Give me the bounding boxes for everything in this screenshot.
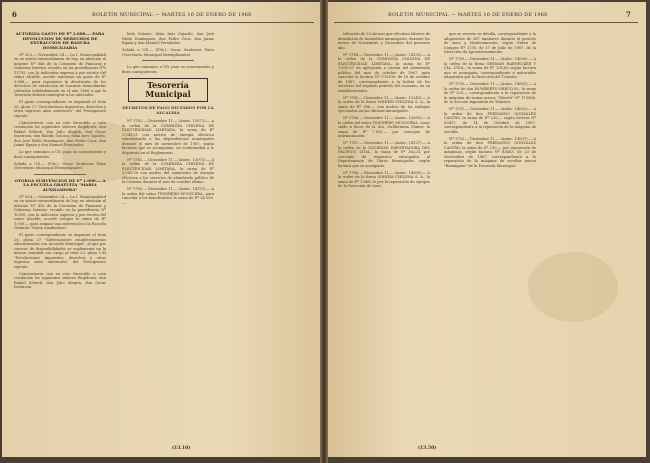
paragraph: que se reverse se detalla, correspondiente a la adquisición de 287 tambores durante el período de Aseo y Mantenimiento, según Orden de Compra Nº 3735, de 17 de Julio de 1967, de la Dirección de Aprovisionamiento. bbox=[444, 32, 536, 54]
paragraph: El gasto correspondiente se imputará al Item 26, glosa 27 "Subvenciones establecimientos educacionales con Acuerdo Municipal", al que por carecer de disponibilidades se suplementa en la misma cantidad con cargo al Item 23, glosa 1-d) "Devoluciones Impuestos, derechos y otros ingresos años anteriores" del Presupuesto vigente. bbox=[14, 233, 106, 269]
paragraph: Nº 824.— Noviembre 24.— La I. Municipalidad en su sesión extraordinaria de hoy, en atención al informe Nº 455 de la Comisión de Finanzas y Gobierno Interior, recaído en la providencia Nº 10590, con la indicativa expresa y por escrito del señor Alcalde, acordó otorgar la suma de Eº 1.000.— para asignar una subvención a la Escuela Gratuita "María Auxiliadora". bbox=[14, 194, 106, 230]
paragraph: Lo que comunico a UD. para su conocimiento y fines consiguientes. bbox=[122, 65, 214, 74]
paragraph: Concurrieron con su voto favorable a esta resolución los siguientes señores Regidores: don Rafael Sebeck, don Julio Alegría, don Oscar Inostroza. bbox=[14, 271, 106, 289]
column-2 bbox=[122, 32, 214, 208]
column-3 bbox=[338, 32, 430, 191]
page-number-left: 6 bbox=[12, 10, 17, 19]
right-page bbox=[328, 2, 646, 457]
paragraph: Nº 1791.— Diciembre 11.— (Antec. 14002).— A la orden de don FERNANDO GONZALEZ CASTRO, la suma de Eº 230,— según factura Nº 83457, de 14 de Octubre de 1967, correspondiente a la reparación de la máquina de escribir. bbox=[444, 107, 536, 134]
paragraph: Concurrieron con su voto favorable a esta resolución los siguientes señores Regidores: don Rafael Sebeck, don Julio Alegría, don Oscar Inostroza, don Rabido Solonci, doña Ines Gajardo, don José Pablo Domínguez, don Pedro Coca, don Jaime Egaña y don Manuel Fernández. bbox=[14, 120, 106, 147]
section-title-box: Tesorería Municipal bbox=[128, 78, 208, 102]
paragraph: Nº 1781.— Diciembre 11.— (Antec. 13072).— A la orden de la COMPAÑIA CHILENA DE ELECTRICIDAD LIMITADA, la suma de Eº 1.049,51 con motivo de energía eléctrica suministrada a las dependencias municipales durante el mes de noviembre de 1967, según facturas que se acompañan, en conformidad a lo dispuesto en el Reglamento. bbox=[122, 119, 214, 155]
paragraph: Nº 1783.— Diciembre 11.— (Antec. 14153).— A la orden del señor TESORERO MUNICIPAL, para cancelar a los beneficiarios la suma de Eº 24.000.— bbox=[122, 187, 214, 205]
paper-stain bbox=[62, 122, 142, 182]
page-number-right: 7 bbox=[626, 10, 631, 19]
paragraph: Nº 1788.— Diciembre 11.— (Antec. 14005).— A la orden de la firma SOHIEM CHILENA S. A., la suma de Eº 1.868,20 por la reparación de equipos de la Dirección de Aseo. bbox=[338, 170, 430, 188]
paragraph: Nº 1789.— Diciembre 11.— (Antec. 14000).— A la orden de la firma GERMAN HARNECKER Y CIA. LTDA., la suma de Eº 130,80 según factura que se acompaña, correspondiente a materiales adquiridos por la Dirección del Tránsito. bbox=[444, 57, 536, 79]
paragraph: Nº 1786.— Diciembre 11.— (Antec. 13650).— A la orden del señor TESORERO MUNICIPAL, como saldo a favor de la Sra. Guillermina Gómez, la suma de Eº 7.825.— por concepto de indemnización. bbox=[338, 116, 430, 138]
header-rule-left bbox=[10, 22, 314, 23]
paper-stain bbox=[528, 252, 618, 322]
paragraph: El gasto correspondiente se imputará al Item 20, glosa 27 "Devoluciones Impuestos, derechos y otros ingresos años anteriores" del Presupuesto vigente. bbox=[14, 100, 106, 118]
section-subtitle: DECRETOS DE PAGO DICTADOS POR LA ALCALDIA bbox=[122, 105, 214, 115]
column-4 bbox=[444, 32, 536, 171]
paragraph: Nº 1784.— Diciembre 11.— (Antec. 14130).— A la orden de la COMPAÑIA CHILENA DE ELECTRICIDAD LIMITADA, la suma de Eº 1.830,07 en aplicación a cuenta del alumbrado público del mes de octubre de 1967, para cancelar la factura Nº 570106, de 16 de octubre de 1967, correspondiente a la boleta de los servicios del segundo período del consumo, en su establecimiento. bbox=[338, 52, 430, 93]
left-page bbox=[2, 2, 320, 457]
paragraph: Lo que comunico a UD. para su conocimiento y fines consiguientes. bbox=[14, 150, 106, 159]
paragraph: Nº 1785.— Diciembre 11.— (Antec. 13243).— A la orden de la firma SOHIEM CHILENA S. A., la suma de Eº 396,— con motivo de los trabajos ejecutados en las oficinas municipales. bbox=[338, 95, 430, 113]
header-rule-right bbox=[334, 22, 638, 23]
signature-line: Saluda a UD.— (Fdo.): Oscar Sanhueza Pinto (Secretario Municipal Reemplazante). bbox=[122, 48, 214, 57]
paragraph: Nº 1790.— Diciembre 11.— (Antec. 14001).— A la orden de don HUMBERTO GRECO M., la suma de Eº 320,— correspondiente a la reparación de la máquina de sumar marca "Olivetti" Nº 173586, de la Sección Ingeniería de Tránsito. bbox=[444, 82, 536, 104]
running-header-left: BOLETIN MUNICIPAL — MARTES 16 DE ENERO DE 1968 bbox=[92, 12, 252, 18]
page-footer-right: (13.50) bbox=[418, 446, 437, 451]
binding-gutter bbox=[320, 0, 328, 463]
separator-rule bbox=[142, 60, 194, 61]
article-heading: AUTORIZA GASTO DE Eº 2.888.— PARA DEVOLUCION DE DERECHOS DE EXTRACCION DE BASURA DOMICILIARIA bbox=[15, 31, 105, 50]
signature-line: Saluda a UD.— (Fdo.): Oscar Sanhueza Pinto (Secretario Municipal Reemplazante). bbox=[14, 161, 106, 170]
paragraph: tribución de 20 abonos que efectúan labores de demolición de inmuebles municipales, durante los meses de Noviembre y Diciembre del presente año. bbox=[338, 32, 430, 50]
paragraph: Nº 1782.— Diciembre 11.— (Antec. 13073).— A la orden de la COMPAÑIA CHILENA DE ELECTRICIDAD LIMITADA, la suma de Eº 1.005,50 con motivo del suministro de energía eléctrica a los servicios de alumbrado público de la Comuna durante el mes de octubre último. bbox=[122, 157, 214, 184]
running-header-right: BOLETIN MUNICIPAL — MARTES 16 DE ENERO DE 1968 bbox=[388, 12, 548, 18]
page-footer-left: (13.10) bbox=[172, 446, 191, 451]
paragraph: Nº 823.— Noviembre 24.— La I. Municipalidad en su sesión extraordinaria de hoy, en atención al informe Nº 648 de la Comisión de Finanzas y Gobierno Interior, recaído en las providencias Nºs 11755, con la indicativa expresa y por escrito del señor Alcalde, acordó autorizar un gasto de Eº 2.888.— para reponerse la devolución de los derechos de extracción de basuras domiciliarias cobrados indebidamente en el año 1966 a que la Tesorería deberá reintegrar a los afectados. bbox=[14, 52, 106, 97]
article-heading: OTORGA SUBVENCION DE Eº 1.000.— A LA ESCUELA GRATUITA "MARIA AUXILIADORA" bbox=[14, 177, 106, 192]
paragraph: Nº 1792.— Diciembre 11.— (Antec. 14007).— A la orden de don FERNANDO GONZALEZ CASTRO, la suma de Eº 210,— por reparación de máquinas, según factura Nº 83463, de 23 de Noviembre de 1967, correspondiente a la reparación de la máquina de escribir marca "Remington" de la Tesorería Municipal. bbox=[444, 136, 536, 168]
paragraph: bido Solonci, doña Inés Gajardo, don José Pablo Domínguez, don Pedro Coca, don Jaime Egaña y don Manuel Fernández. bbox=[122, 32, 214, 45]
paragraph: Nº 1787.— Diciembre 11.— (Antec. 14127).— A la orden de la SOCIEDAD IMPORTADORA DEL PACIFICO LTDA., la suma de Eº 362,21 por concepto de repuestos entregados al Departamento de Obras Municipales, según factura que se acompaña. bbox=[338, 141, 430, 168]
